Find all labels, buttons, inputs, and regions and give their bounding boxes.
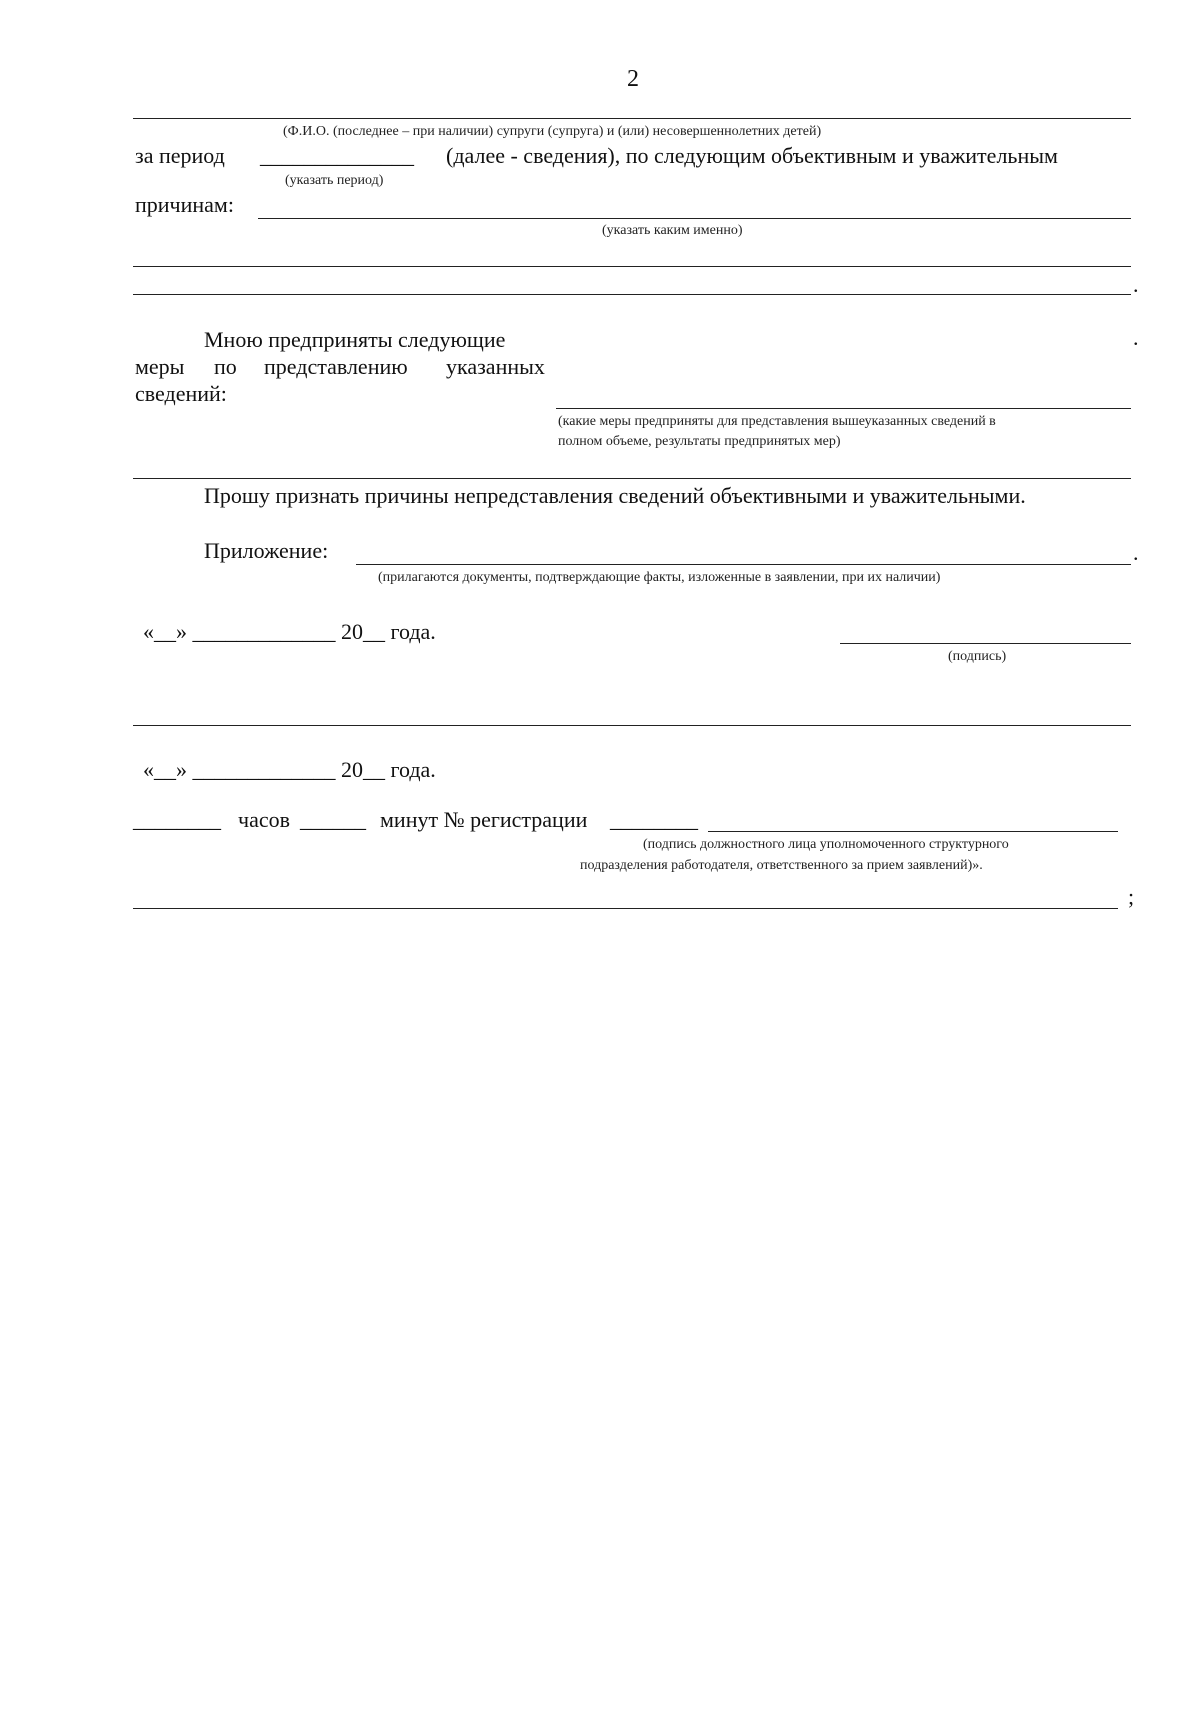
measures-line-2-b: по (214, 354, 237, 379)
reasons-label: причинам: (135, 192, 234, 217)
date-field-1: «__» _____________ 20__ года. (143, 619, 436, 644)
page-number: 2 (627, 66, 639, 92)
reasons-line (258, 218, 1131, 219)
measures-caption-1: (какие меры предприняты для представления вышеуказанных сведений в (558, 414, 996, 429)
period-caption: (указать период) (285, 173, 384, 188)
final-semicolon: ; (1128, 884, 1135, 909)
measures-line-2 (133, 478, 1131, 479)
reasons-line-3 (133, 294, 1131, 295)
reg-hours-blank: ________ (133, 807, 221, 832)
reg-minutes-label: минут № регистрации (380, 807, 588, 832)
reasons-caption: (указать каким именно) (602, 223, 743, 238)
reasons-end-dot: . (1133, 272, 1139, 297)
measures-line-2-d: указанных (446, 354, 545, 379)
attachment-caption: (прилагаются документы, подтверждающие факты, изложенные в заявлении, при их наличии) (378, 570, 941, 585)
fio-caption: (Ф.И.О. (последнее – при наличии) супруги (супруга) и (или) несовершеннолетних детей) (283, 124, 822, 139)
final-line (133, 908, 1118, 909)
measures-line-1: Мною предприняты следующие (204, 327, 506, 352)
separator-line (133, 725, 1131, 726)
reasons-line-2 (133, 266, 1131, 267)
period-text: (далее - сведения), по следующим объективным и уважительным (446, 143, 1058, 168)
measures-caption-2: полном объеме, результаты предпринятых мер) (558, 434, 841, 449)
reg-hours-label: часов (238, 807, 290, 832)
period-label: за период (135, 143, 225, 168)
measures-line-2-c: представлению (264, 354, 408, 379)
fio-line (133, 118, 1131, 119)
attachment-line (356, 564, 1131, 565)
reg-number-blank: ________ (610, 807, 698, 832)
reg-minutes-blank: ______ (300, 807, 366, 832)
official-caption-2: подразделения работодателя, ответственного за прием заявлений)». (580, 858, 983, 873)
official-caption-1: (подпись должностного лица уполномоченного структурного (643, 837, 1009, 852)
measures-end-dot: . (1133, 325, 1139, 350)
request-text: Прошу признать причины непредставления сведений объективными и уважительными. (204, 483, 1026, 508)
measures-line (556, 408, 1131, 409)
measures-line-2-a: меры (135, 354, 185, 379)
attachment-end-dot: . (1133, 540, 1139, 565)
signature-line (840, 643, 1131, 644)
attachment-label: Приложение: (204, 538, 329, 563)
period-blank: ______________ (260, 143, 414, 168)
measures-line-3: сведений: (135, 381, 227, 406)
signature-caption: (подпись) (948, 649, 1007, 664)
official-signature-line (708, 831, 1118, 832)
date-field-2: «__» _____________ 20__ года. (143, 757, 436, 782)
